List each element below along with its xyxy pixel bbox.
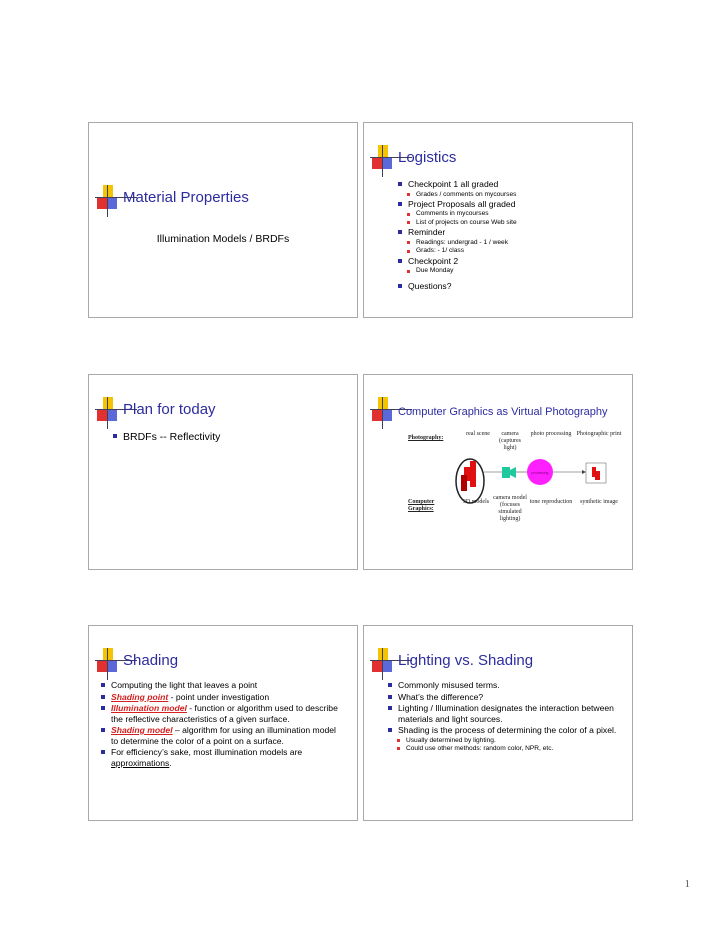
list-item: For efficiency’s sake, most illumination models are approximations. xyxy=(99,747,339,768)
slide-plan-for-today xyxy=(88,374,358,570)
slide-title: Shading xyxy=(123,652,179,669)
list-item: Reminder xyxy=(396,227,626,238)
camera-lens-icon xyxy=(510,467,516,478)
bullet-list xyxy=(111,431,351,445)
list-item: Grads: - 1/ class xyxy=(396,247,626,255)
slide-material-properties xyxy=(88,122,358,318)
pipeline-diagram xyxy=(364,375,634,571)
slide-virtual-photography xyxy=(363,374,633,570)
bottom-label: camera model (focuses simulated lighting) xyxy=(493,495,527,522)
list-item: Usually determined by lighting. xyxy=(386,737,626,745)
slide-decoration-icon xyxy=(370,648,396,678)
scene-object-icon xyxy=(470,461,476,487)
list-item: Shading model – algorithm for using an illumination model to determine the color of a point on a surface. xyxy=(99,725,339,746)
bottom-label: 3D models xyxy=(462,499,490,505)
top-label: Photographic print xyxy=(576,431,622,437)
list-item: Comments in mycourses xyxy=(396,210,626,218)
slide-title: Computer Graphics as Virtual Photography xyxy=(398,406,608,418)
bottom-label: tone reproduction xyxy=(529,499,573,505)
list-item: Lighting / Illumination designates the interaction between materials and light sources. xyxy=(386,703,626,724)
slide-title: Lighting vs. Shading xyxy=(398,652,534,669)
list-item: Readings: undergrad - 1 / week xyxy=(396,239,626,247)
top-label: photo processing xyxy=(530,431,572,437)
list-item: Commonly misused terms. xyxy=(386,680,626,691)
list-item: Project Proposals all graded xyxy=(396,199,626,210)
slide-decoration-icon xyxy=(95,185,121,215)
list-item: What’s the difference? xyxy=(386,692,626,703)
bullet-list xyxy=(396,179,626,293)
list-item: Checkpoint 2 xyxy=(396,256,626,267)
list-item: Could use other methods: random color, NPR, etc. xyxy=(386,745,626,753)
list-item: Illumination model - function or algorithm used to describe the reflective characteristics of a given surface. xyxy=(99,703,339,724)
slide-lighting-vs-shading xyxy=(363,625,633,821)
list-item: Grades / comments on mycourses xyxy=(396,191,626,199)
list-item: Computing the light that leaves a point xyxy=(99,680,339,691)
list-item: Questions? xyxy=(396,281,626,292)
list-item: Checkpoint 1 all graded xyxy=(396,179,626,190)
slide-logistics xyxy=(363,122,633,318)
list-item: BRDFs -- Reflectivity xyxy=(111,431,351,444)
slide-decoration-icon xyxy=(95,648,121,678)
top-label: real scene xyxy=(466,431,490,437)
page-number: 1 xyxy=(684,878,690,890)
slide-title: Plan for today xyxy=(123,401,216,418)
list-item: Due Monday xyxy=(396,267,626,275)
top-label: camera (captures light) xyxy=(499,431,521,451)
computer-graphics-label: Computer Graphics: xyxy=(408,499,435,512)
slide-subtitle: Illumination Models / BRDFs xyxy=(156,233,290,245)
slide-title: Logistics xyxy=(398,149,457,166)
camera-icon xyxy=(502,467,510,478)
processing-label: processing xyxy=(531,471,549,475)
bottom-label: synthetic image xyxy=(580,499,618,505)
slide-decoration-icon xyxy=(95,397,121,427)
slide-shading xyxy=(88,625,358,821)
slide-decoration-icon xyxy=(370,145,396,175)
list-item: Shading point - point under investigation xyxy=(99,692,339,703)
bullet-list xyxy=(99,680,339,769)
photography-label: Photography: xyxy=(408,435,444,441)
list-item: List of projects on course Web site xyxy=(396,219,626,227)
slide-title: Material Properties xyxy=(123,189,249,206)
scene-object-icon xyxy=(461,475,467,491)
list-item: Shading is the process of determining the color of a pixel. xyxy=(386,725,626,736)
bullet-list xyxy=(386,680,626,753)
